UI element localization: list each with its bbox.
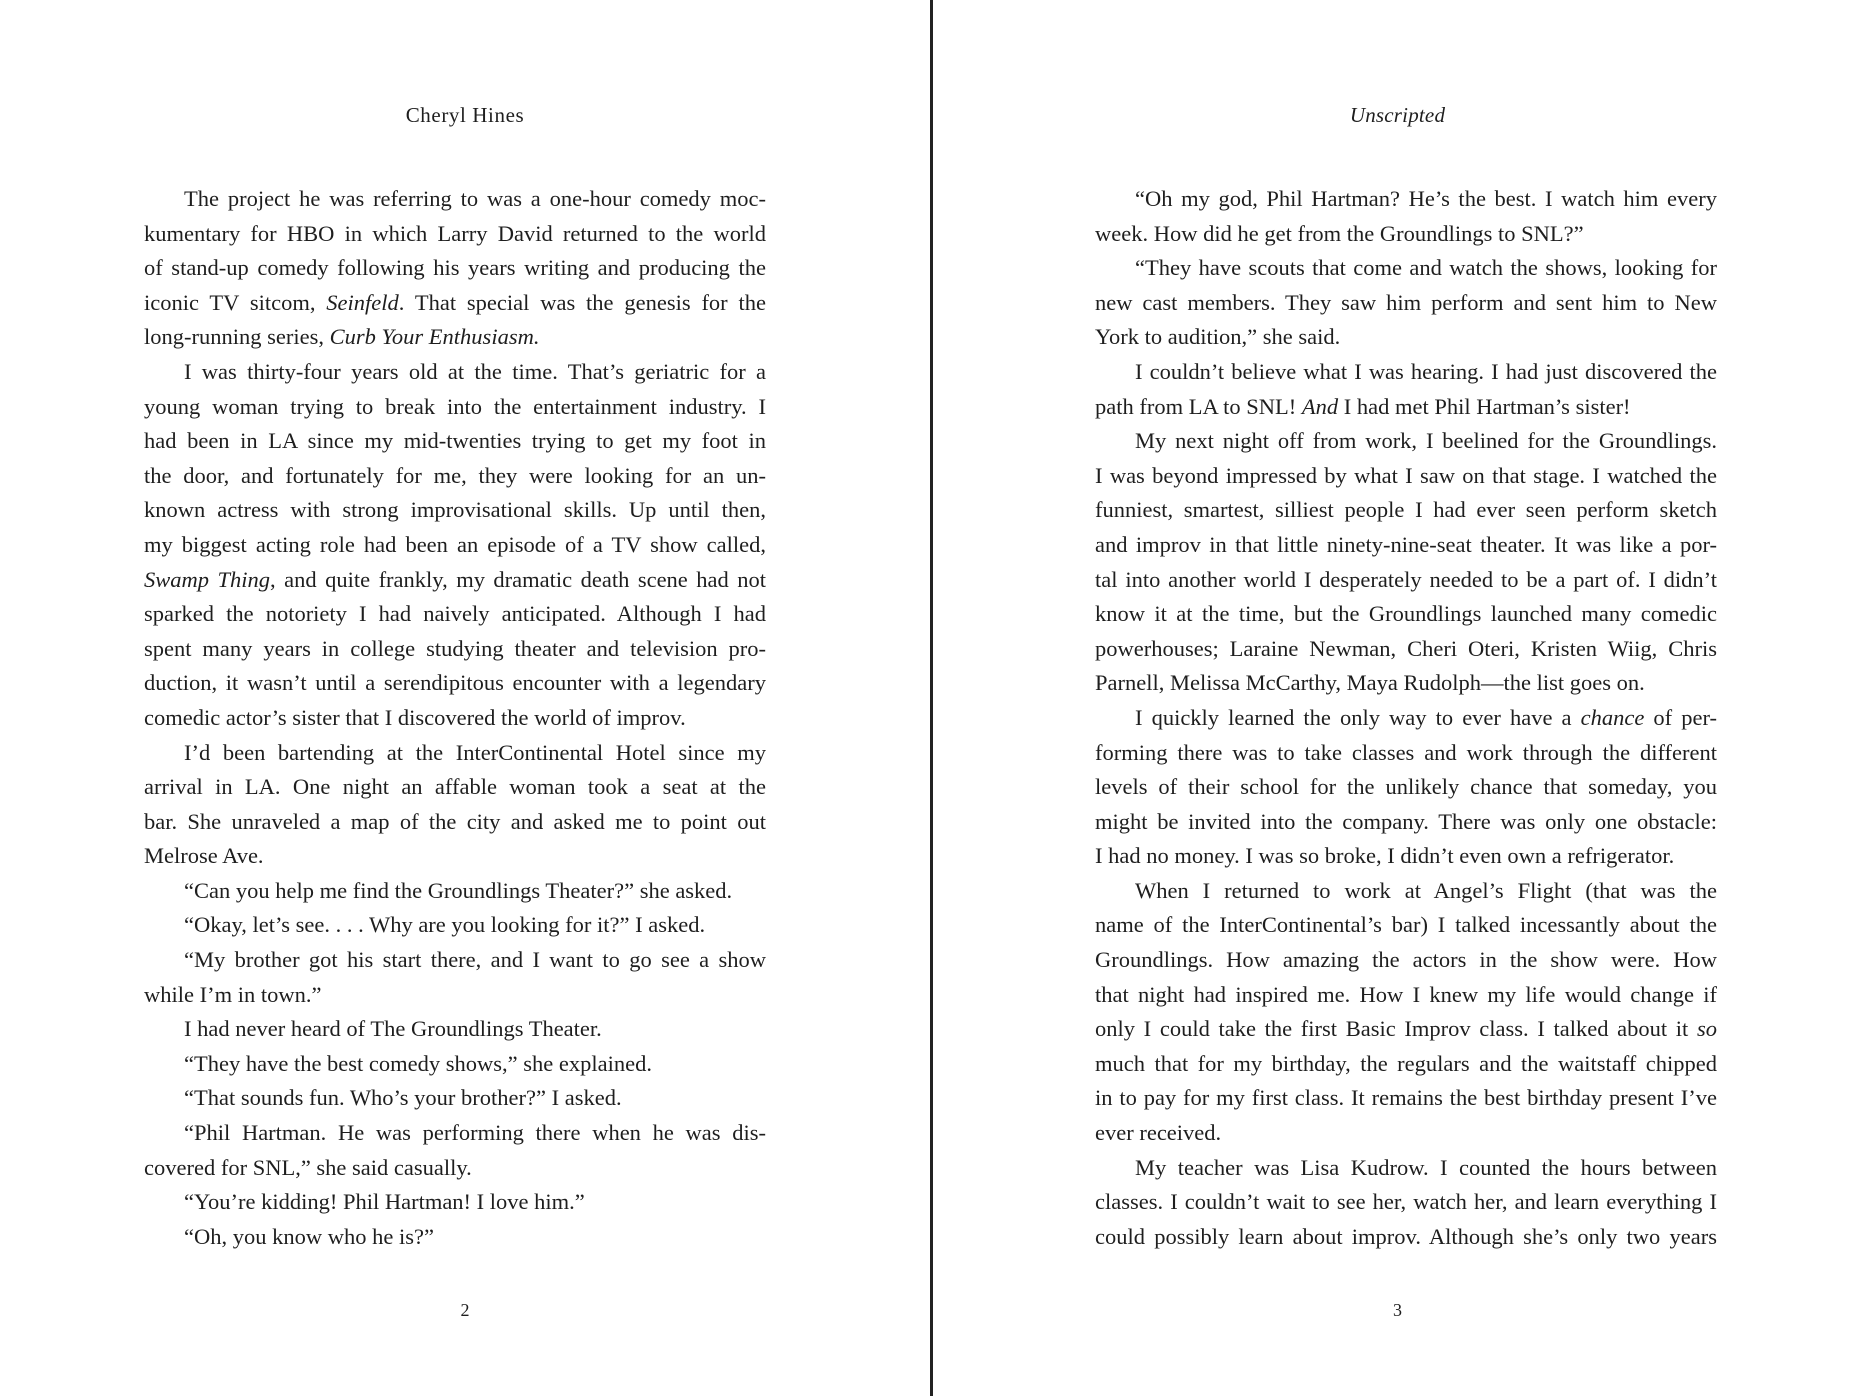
right-page [933, 0, 1862, 1396]
text-line: Swamp Thing, and quite frankly, my dramatic death scene had not [144, 566, 766, 592]
text-line: “My brother got his start there, and I want to go see a show [184, 947, 766, 973]
body-text [144, 182, 766, 1254]
text-line: forming there was to take classes and work through the different [1095, 739, 1717, 765]
text-line: I was thirty-four years old at the time. That’s geriatric for a [184, 358, 766, 384]
text-line: duction, it wasn’t until a serendipitous encounter with a legendary [144, 670, 766, 696]
running-head-author: Cheryl Hines [405, 103, 525, 127]
left-page [0, 0, 930, 1396]
paragraph [1095, 701, 1717, 874]
text-line: know it at the time, but the Groundlings launched many comedic [1095, 601, 1717, 627]
paragraph [1095, 424, 1717, 701]
running-head-title: Unscripted [1349, 103, 1446, 127]
paragraph [144, 908, 766, 943]
text-line: week. How did he get from the Groundlings to SNL?” [1095, 220, 1584, 246]
text-line: my biggest acting role had been an episode of a TV show called, [144, 531, 766, 557]
paragraph [1095, 182, 1717, 251]
text-line: “They have the best comedy shows,” she explained. [184, 1050, 652, 1076]
paragraph [144, 1220, 766, 1255]
text-line: Parnell, Melissa McCarthy, Maya Rudolph—the list goes on. [1095, 670, 1645, 696]
text-line: When I returned to work at Angel’s Flight (that was the [1135, 877, 1717, 903]
text-line: the door, and fortunately for me, they were looking for an un- [144, 462, 766, 488]
text-line: I couldn’t believe what I was hearing. I had just discovered the [1135, 358, 1717, 384]
text-line: and improv in that little ninety-nine-seat theater. It was like a por- [1095, 531, 1717, 557]
text-line: tal into another world I desperately needed to be a part of. I didn’t [1095, 566, 1717, 592]
text-line: long-running series, Curb Your Enthusiasm. [144, 324, 540, 350]
text-line: could possibly learn about improv. Although she’s only two years [1095, 1223, 1717, 1249]
text-line: My teacher was Lisa Kudrow. I counted the hours between [1135, 1154, 1717, 1180]
paragraph [1095, 251, 1717, 355]
text-line: “That sounds fun. Who’s your brother?” I asked. [184, 1085, 622, 1111]
text-line: comedic actor’s sister that I discovered the world of improv. [144, 704, 686, 730]
paragraph [144, 874, 766, 909]
text-line: funniest, smartest, silliest people I had ever seen perform sketch [1095, 497, 1717, 523]
text-line: Groundlings. How amazing the actors in the show were. How [1095, 947, 1717, 973]
text-line: bar. She unraveled a map of the city and asked me to point out [144, 808, 766, 834]
text-line: classes. I couldn’t wait to see her, watch her, and learn everything I [1095, 1189, 1717, 1215]
paragraph [1095, 874, 1717, 1151]
paragraph [144, 943, 766, 1012]
text-line: My next night off from work, I beelined for the Groundlings. [1135, 428, 1717, 454]
text-line: “Can you help me find the Groundlings Theater?” she asked. [184, 877, 733, 903]
text-line: new cast members. They saw him perform and sent him to New [1095, 289, 1717, 315]
text-line: ever received. [1095, 1120, 1222, 1146]
text-line: “Oh, you know who he is?” [184, 1223, 434, 1249]
text-line: only I could take the first Basic Improv class. I talked about it so [1095, 1016, 1717, 1042]
text-line: young woman trying to break into the entertainment industry. I [144, 393, 766, 419]
text-line: “Okay, let’s see. . . . Why are you looking for it?” I asked. [184, 912, 706, 938]
text-line: The project he was referring to was a one-hour comedy moc- [184, 186, 766, 211]
text-line: that night had inspired me. How I knew my life would change if [1095, 981, 1717, 1007]
text-line: I had never heard of The Groundlings Theater. [184, 1016, 602, 1042]
paragraph [144, 736, 766, 874]
paragraph [144, 1185, 766, 1220]
text-line: path from LA to SNL! And I had met Phil Hartman’s sister! [1095, 393, 1631, 419]
text-line: Melrose Ave. [144, 843, 264, 869]
page-number: 3 [1393, 1300, 1402, 1320]
text-line: iconic TV sitcom, Seinfeld. That special was the genesis for the [144, 289, 767, 315]
text-line: I quickly learned the only way to ever have a chance of per- [1135, 704, 1717, 730]
text-line: name of the InterContinental’s bar) I talked incessantly about the [1095, 912, 1717, 938]
text-line: covered for SNL,” she said casually. [144, 1154, 472, 1180]
text-line: kumentary for HBO in which Larry David returned to the world [144, 220, 766, 246]
text-line: I’d been bartending at the InterContinental Hotel since my [184, 739, 766, 765]
paragraph [144, 1047, 766, 1082]
text-line: York to audition,” she said. [1095, 324, 1341, 350]
text-line: of stand-up comedy following his years writing and producing the [144, 255, 766, 281]
text-line: “They have scouts that come and watch the shows, looking for [1135, 255, 1717, 281]
paragraph [1095, 1151, 1717, 1255]
paragraph [144, 1081, 766, 1116]
text-line: I was beyond impressed by what I saw on that stage. I watched the [1095, 462, 1717, 488]
text-line: in to pay for my first class. It remains the best birthday present I’ve [1095, 1085, 1717, 1111]
text-line: while I’m in town.” [144, 981, 322, 1007]
paragraph [144, 182, 766, 355]
text-line: I had no money. I was so broke, I didn’t even own a refrigerator. [1095, 843, 1675, 869]
text-line: “Phil Hartman. He was performing there when he was dis- [184, 1120, 766, 1146]
text-line: “You’re kidding! Phil Hartman! I love him.” [184, 1189, 585, 1215]
text-line: levels of their school for the unlikely chance that someday, you [1095, 774, 1717, 800]
text-line: had been in LA since my mid-twenties trying to get my foot in [144, 428, 766, 454]
text-line: might be invited into the company. There was only one obstacle: [1095, 808, 1717, 834]
paragraph [144, 1012, 766, 1047]
paragraph [1095, 355, 1717, 424]
paragraph [144, 1116, 766, 1185]
text-line: sparked the notoriety I had naively anticipated. Although I had [144, 601, 766, 627]
body-text [1095, 182, 1717, 1254]
text-line: powerhouses; Laraine Newman, Cheri Oteri, Kristen Wiig, Chris [1095, 635, 1717, 661]
text-line: arrival in LA. One night an affable woman took a seat at the [144, 774, 766, 800]
text-line: known actress with strong improvisational skills. Up until then, [144, 497, 766, 523]
text-line: “Oh my god, Phil Hartman? He’s the best. I watch him every [1135, 186, 1717, 211]
text-line: much that for my birthday, the regulars and the waitstaff chipped [1095, 1050, 1717, 1076]
page-number: 2 [460, 1300, 470, 1320]
paragraph [144, 355, 766, 736]
text-line: spent many years in college studying theater and television pro- [144, 635, 766, 661]
